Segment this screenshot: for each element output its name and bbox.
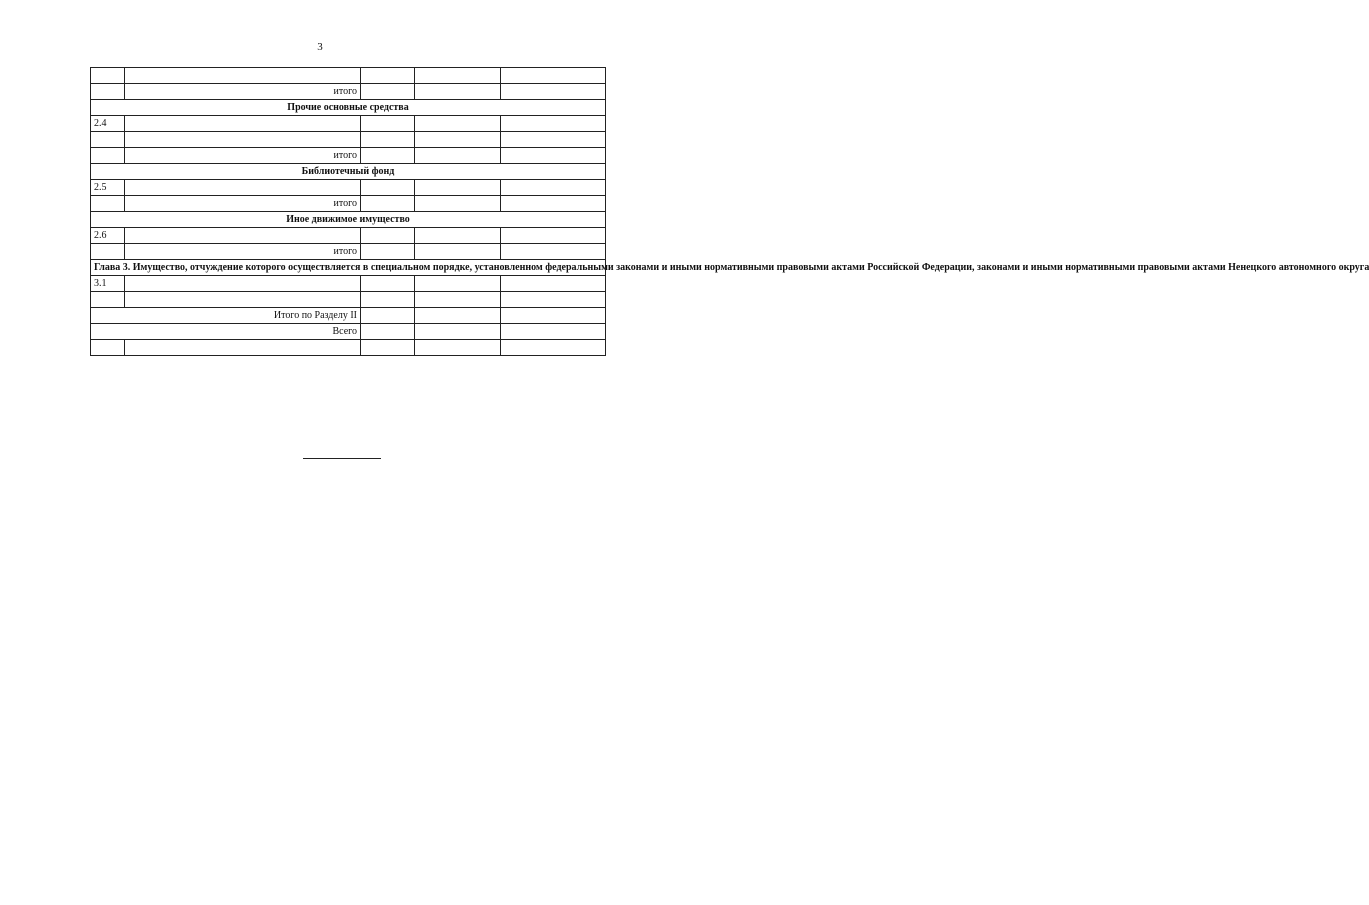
section-title-other-movable-property: Иное движимое имущество	[91, 212, 606, 228]
chapter-header-row	[91, 260, 606, 276]
value-cell	[361, 68, 415, 84]
value-cell	[415, 68, 501, 84]
section-title-library-fund: Библиотечный фонд	[91, 164, 606, 180]
row-number-cell	[91, 68, 125, 84]
total-row	[91, 244, 606, 260]
section-header-row	[91, 164, 606, 180]
table-row	[91, 68, 606, 84]
total-label: итого	[125, 196, 361, 212]
total-label: итого	[125, 84, 361, 100]
table-row	[91, 180, 606, 196]
section-header-row	[91, 100, 606, 116]
grand-total-label: Всего	[91, 324, 361, 340]
total-row	[91, 148, 606, 164]
row-number-cell: 2.5	[91, 180, 125, 196]
table-row	[91, 340, 606, 356]
total-row	[91, 84, 606, 100]
chapter-3-title: Глава 3. Имущество, отчуждение которого осуществляется в специальном порядке, установленном федеральными законами и иными нормативными правовыми актами Российской Федерации, законами и иными нормативными правовыми актами Ненецкого автономного округа	[91, 260, 606, 276]
table-row	[91, 132, 606, 148]
name-cell	[125, 68, 361, 84]
value-cell	[501, 68, 606, 84]
section-header-row	[91, 212, 606, 228]
property-table	[90, 67, 1369, 356]
row-number-cell: 2.4	[91, 116, 125, 132]
grand-total-row	[91, 324, 606, 340]
total-label: итого	[125, 148, 361, 164]
end-of-document-rule	[303, 458, 381, 459]
table-row	[91, 292, 606, 308]
total-row	[91, 196, 606, 212]
table-row	[91, 276, 606, 292]
table-row	[91, 116, 606, 132]
section-total-row	[91, 308, 606, 324]
table-row	[91, 228, 606, 244]
row-number-cell: 2.6	[91, 228, 125, 244]
section-title-other-fixed-assets: Прочие основные средства	[91, 100, 606, 116]
total-label: итого	[125, 244, 361, 260]
section-2-total-label: Итого по Разделу II	[91, 308, 361, 324]
row-number-cell: 3.1	[91, 276, 125, 292]
page-number: 3	[317, 41, 323, 53]
